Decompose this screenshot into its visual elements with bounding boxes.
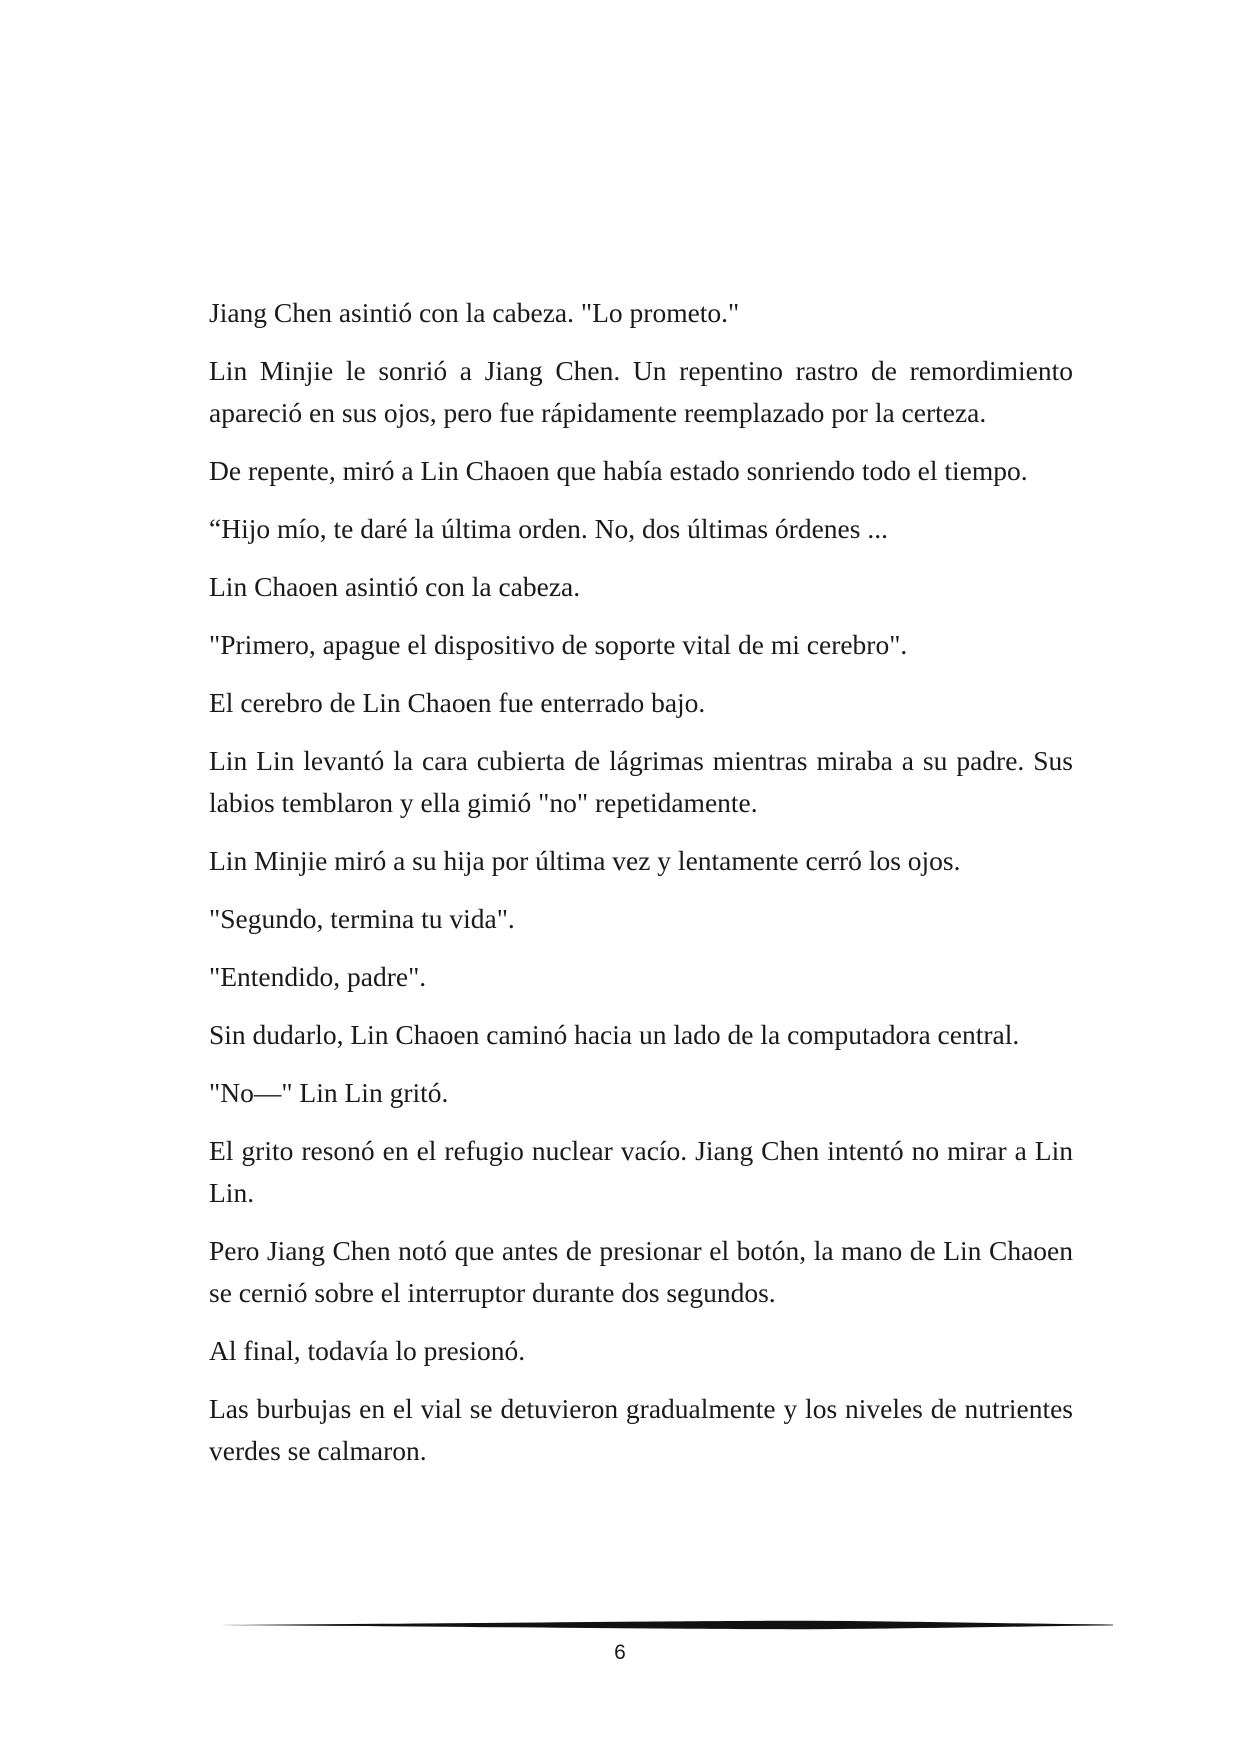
paragraph: Las burbujas en el vial se detuvieron gradualmente y los niveles de nutrientes verdes se calmaron. <box>209 1393 1073 1466</box>
page-number: 6 <box>614 1641 626 1664</box>
paragraph: Lin Chaoen asintió con la cabeza. <box>209 571 581 602</box>
body-text <box>209 292 1073 1488</box>
paragraph: Jiang Chen asintió con la cabeza. "Lo prometo." <box>209 297 740 328</box>
paragraph: Lin Minjie le sonrió a Jiang Chen. Un repentino rastro de remordimiento apareció en sus ojos, pero fue rápidamente reemplazado por la certeza. <box>209 355 1073 428</box>
paragraph: "Primero, apague el dispositivo de soporte vital de mi cerebro". <box>209 629 908 660</box>
paragraph: "No—" Lin Lin gritó. <box>209 1077 449 1108</box>
paragraph: "Entendido, padre". <box>209 961 427 992</box>
paragraph: "Segundo, termina tu vida". <box>209 903 515 934</box>
paragraph: El grito resonó en el refugio nuclear vacío. Jiang Chen intentó no mirar a Lin Lin. <box>209 1135 1073 1208</box>
paragraph: “Hijo mío, te daré la última orden. No, dos últimas órdenes ... <box>209 513 888 544</box>
paragraph: Sin dudarlo, Lin Chaoen caminó hacia un lado de la computadora central. <box>209 1019 1020 1050</box>
paragraph: Lin Lin levantó la cara cubierta de lágrimas mientras miraba a su padre. Sus labios temblaron y ella gimió "no" repetidamente. <box>209 745 1073 818</box>
footer-divider <box>209 1620 1113 1630</box>
paragraph: Pero Jiang Chen notó que antes de presionar el botón, la mano de Lin Chaoen se cernió sobre el interruptor durante dos segundos. <box>209 1235 1073 1308</box>
paragraph: El cerebro de Lin Chaoen fue enterrado bajo. <box>209 687 706 718</box>
paragraph: Lin Minjie miró a su hija por última vez y lentamente cerró los ojos. <box>209 845 961 876</box>
paragraph: Al final, todavía lo presionó. <box>209 1335 526 1366</box>
paragraph: De repente, miró a Lin Chaoen que había estado sonriendo todo el tiempo. <box>209 455 1028 486</box>
